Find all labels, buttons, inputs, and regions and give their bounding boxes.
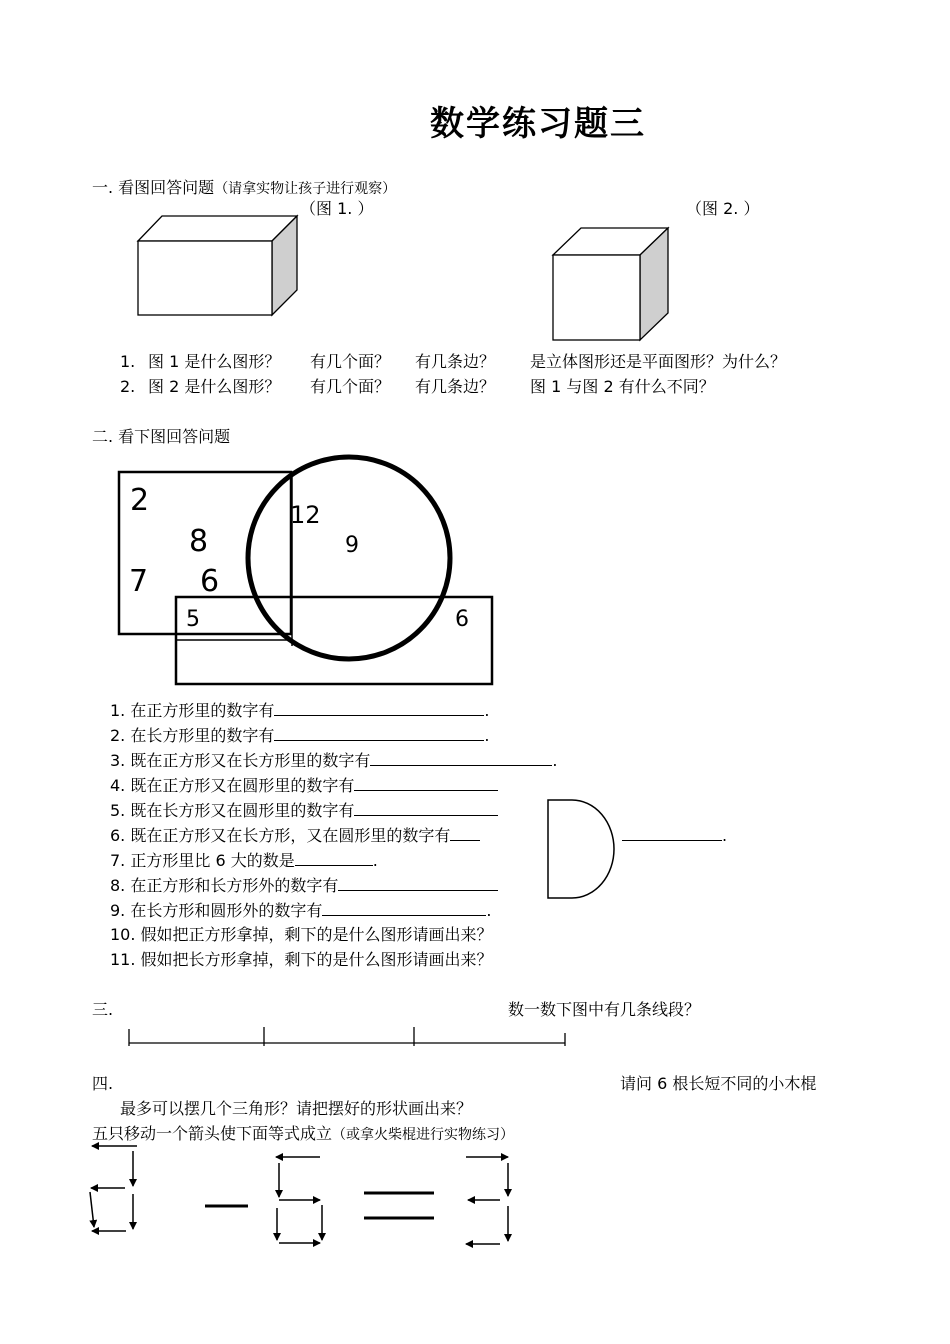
question2-2: 2. 在长方形里的数字有 .	[110, 726, 490, 745]
section2-heading: 二. 看下图回答问题	[92, 427, 231, 446]
question-part: 有几个面？	[310, 377, 391, 396]
venn-number: 8	[189, 524, 209, 559]
question-number: 2.	[120, 377, 136, 396]
venn-diagram	[119, 457, 492, 684]
venn-number: 5	[186, 607, 200, 632]
question-part: 有几个面？	[310, 352, 391, 371]
section1-heading	[92, 178, 396, 199]
question2-8: 8. 在正方形和长方形外的数字有	[110, 875, 498, 896]
section1-heading-text: 一. 看图回答问题	[92, 178, 215, 197]
answer-blank[interactable]	[274, 725, 484, 741]
half-circle-figure	[548, 800, 614, 898]
venn-number: 7	[129, 564, 149, 599]
section4-question-part2: 最多可以摆几个三角形？请把摆好的形状画出来？	[120, 1099, 473, 1118]
question-part: 有几条边？	[415, 377, 496, 396]
question-part: 图 2 是什么图形？	[148, 377, 281, 396]
venn-number: 6	[200, 564, 220, 599]
question2-1: 1. 在正方形里的数字有 .	[110, 701, 490, 720]
venn-circle	[248, 457, 450, 659]
venn-number: 9	[345, 533, 359, 558]
question2-4: 4. 既在正方形又在圆形里的数字有	[110, 775, 498, 796]
line-segments-figure	[129, 1027, 565, 1046]
venn-number: 12	[290, 501, 321, 529]
question-number: 1.	[120, 352, 136, 371]
section3-heading: 三.	[92, 1000, 114, 1019]
question2-5: 5. 既在长方形又在圆形里的数字有	[110, 800, 498, 821]
section5-question-text: 五只移动一个箭头使下面等式成立	[92, 1124, 333, 1143]
question2-7: 7. 正方形里比 6 大的数是 .	[110, 851, 378, 870]
answer-blank[interactable]	[354, 775, 498, 791]
question2-11: 11. 假如把长方形拿掉，剩下的是什么图形请画出来？	[110, 950, 493, 969]
question-part: 是立体图形还是平面图形？为什么？	[530, 352, 787, 371]
section4-heading: 四.	[92, 1074, 114, 1093]
answer-blank[interactable]	[450, 825, 480, 841]
cuboid-figure	[138, 216, 297, 315]
answer-blank[interactable]	[338, 875, 498, 891]
answer-blank[interactable]	[354, 800, 498, 816]
question2-6: 6. 既在正方形又在长方形，又在圆形里的数字有	[110, 825, 480, 846]
section5-note: （或拿火柴棍进行实物练习）	[332, 1127, 515, 1143]
figure1-label: （图 1. ）	[300, 199, 374, 218]
arrow-equation-figure	[90, 1146, 508, 1244]
answer-blank[interactable]	[274, 700, 484, 716]
venn-rectangle	[176, 597, 492, 684]
question2-10: 10. 假如把正方形拿掉，剩下的是什么图形请画出来？	[110, 925, 493, 944]
question-part: 图 1 是什么图形？	[148, 352, 281, 371]
question2-9: 9. 在长方形和圆形外的数字有 .	[110, 901, 492, 920]
section4-question-part1: 请问 6 根长短不同的小木棍	[620, 1074, 817, 1093]
question1-2	[120, 377, 715, 397]
answer-blank[interactable]	[322, 900, 486, 916]
answer-blank[interactable]	[370, 750, 552, 766]
question-part: 有几条边？	[415, 352, 496, 371]
answer-blank[interactable]	[622, 825, 722, 841]
question1-1	[120, 352, 787, 372]
page-title: 数学练习题三	[430, 104, 646, 144]
figure2-label: （图 2. ）	[686, 199, 760, 218]
question2-3: 3. 既在正方形又在长方形里的数字有 .	[110, 751, 558, 770]
venn-number: 2	[130, 483, 150, 518]
cube-figure	[553, 228, 668, 340]
question-part: 图 1 与图 2 有什么不同？	[530, 377, 715, 396]
answer-blank-continued[interactable]: .	[622, 825, 727, 846]
section3-question: 数一数下图中有几条线段？	[508, 1000, 701, 1019]
section5-question	[92, 1124, 514, 1145]
venn-number: 6	[455, 607, 469, 632]
section1-note: （请拿实物让孩子进行观察）	[214, 181, 397, 197]
answer-blank[interactable]	[295, 850, 373, 866]
